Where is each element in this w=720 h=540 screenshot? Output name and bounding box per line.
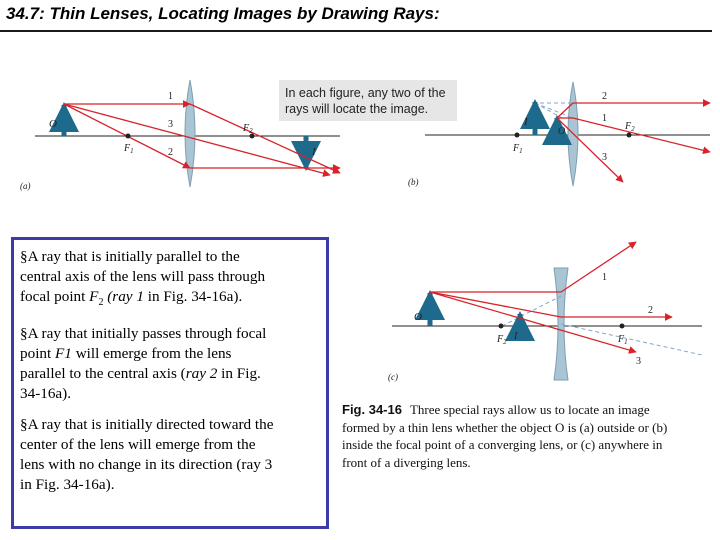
- image-label: I: [312, 146, 316, 158]
- caption-line-3: inside the focal point of a converging lens, or (c) anywhere in: [342, 437, 663, 452]
- figure-b: [405, 78, 720, 193]
- callout-line-1: In each figure, any two of the: [285, 86, 446, 100]
- focal-1-label: $F_1$: [618, 334, 628, 346]
- ray-2-in: [430, 292, 561, 317]
- caption-line-1: Fig. 34-16 Three special rays allow us to locate an image: [342, 402, 650, 417]
- ray-2-label: 2: [602, 91, 607, 102]
- ray-1-out: [561, 242, 636, 292]
- rule-1: [20, 247, 322, 313]
- caption-line-4: front of a diverging lens.: [342, 454, 471, 470]
- ray-2-label: 2: [168, 147, 173, 158]
- image-label: I: [524, 116, 528, 128]
- ray-1-label: 1: [168, 91, 173, 102]
- focal-2-label: $F_2$: [243, 123, 253, 135]
- rule-3-line-2: center of the lens will emerge from the: [20, 436, 256, 454]
- focal-1-label: $F_1$: [513, 143, 523, 155]
- rule-1-line-3: focal point $F_2$ (ray 1 in Fig. 34-16a).: [20, 288, 243, 309]
- image-label: I: [514, 331, 518, 342]
- ray-1-label: 1: [602, 113, 607, 124]
- focal-point-2: [627, 133, 632, 138]
- ray-3-label: 3: [168, 119, 173, 130]
- rule-3-line-4: in Fig. 34-16a).: [20, 476, 115, 494]
- ray-2-label: 2: [648, 305, 653, 316]
- figure-c: [382, 232, 718, 384]
- virtual-ray-1: [535, 103, 573, 118]
- focal-point-2: [499, 324, 504, 329]
- panel-b-label: (b): [408, 177, 419, 187]
- focal-point-1: [515, 133, 520, 138]
- rule-2: [20, 324, 322, 404]
- figure-number: Fig. 34-16: [342, 402, 402, 417]
- panel-c-label: (c): [388, 372, 398, 382]
- ray-3-label: 3: [636, 356, 641, 367]
- focal-2-label: $F_2$: [497, 334, 507, 346]
- focal-point-1: [126, 134, 131, 139]
- rule-2-line-1: §A ray that initially passes through focal: [20, 325, 267, 343]
- slide-title: 34.7: Thin Lenses, Locating Images by Drawing Rays:: [6, 4, 440, 23]
- rule-2-line-4: 34-16a).: [20, 385, 72, 403]
- title-rule: [0, 30, 712, 32]
- caption-line-2: formed by a thin lens whether the object O is (a) outside or (b): [342, 419, 668, 435]
- rule-3: [20, 415, 322, 495]
- ray-1-label: 1: [602, 272, 607, 283]
- rule-1-line-2: central axis of the lens will pass through: [20, 268, 266, 285]
- ray-3-label: 3: [602, 152, 607, 163]
- callout-line-2: rays will locate the image.: [285, 102, 429, 116]
- rule-3-line-3: lens with no change in its direction (ray 3: [20, 456, 273, 474]
- rule-2-line-3: parallel to the central axis (ray 2 in Fig.: [20, 365, 261, 383]
- focal-point-1: [620, 324, 625, 329]
- ray-rules-box: [11, 237, 329, 529]
- rule-1-line-1: §A ray that is initially parallel to the: [20, 248, 240, 265]
- converging-lens: [185, 80, 195, 187]
- ray-3: [430, 292, 636, 352]
- object-label: O: [414, 311, 422, 323]
- virtual-ray-3: [535, 103, 562, 118]
- rule-3-line-1: §A ray that is initially directed toward the: [20, 416, 274, 434]
- rule-2-line-2: point F1 will emerge from the lens: [20, 345, 232, 363]
- panel-a-label: (a): [20, 181, 31, 191]
- object-label: O: [558, 126, 566, 137]
- object-label: O: [49, 118, 57, 130]
- focal-2-label: $F_2$: [625, 121, 635, 133]
- figure-caption: [342, 401, 718, 471]
- focal-1-label: $F_1$: [124, 143, 134, 155]
